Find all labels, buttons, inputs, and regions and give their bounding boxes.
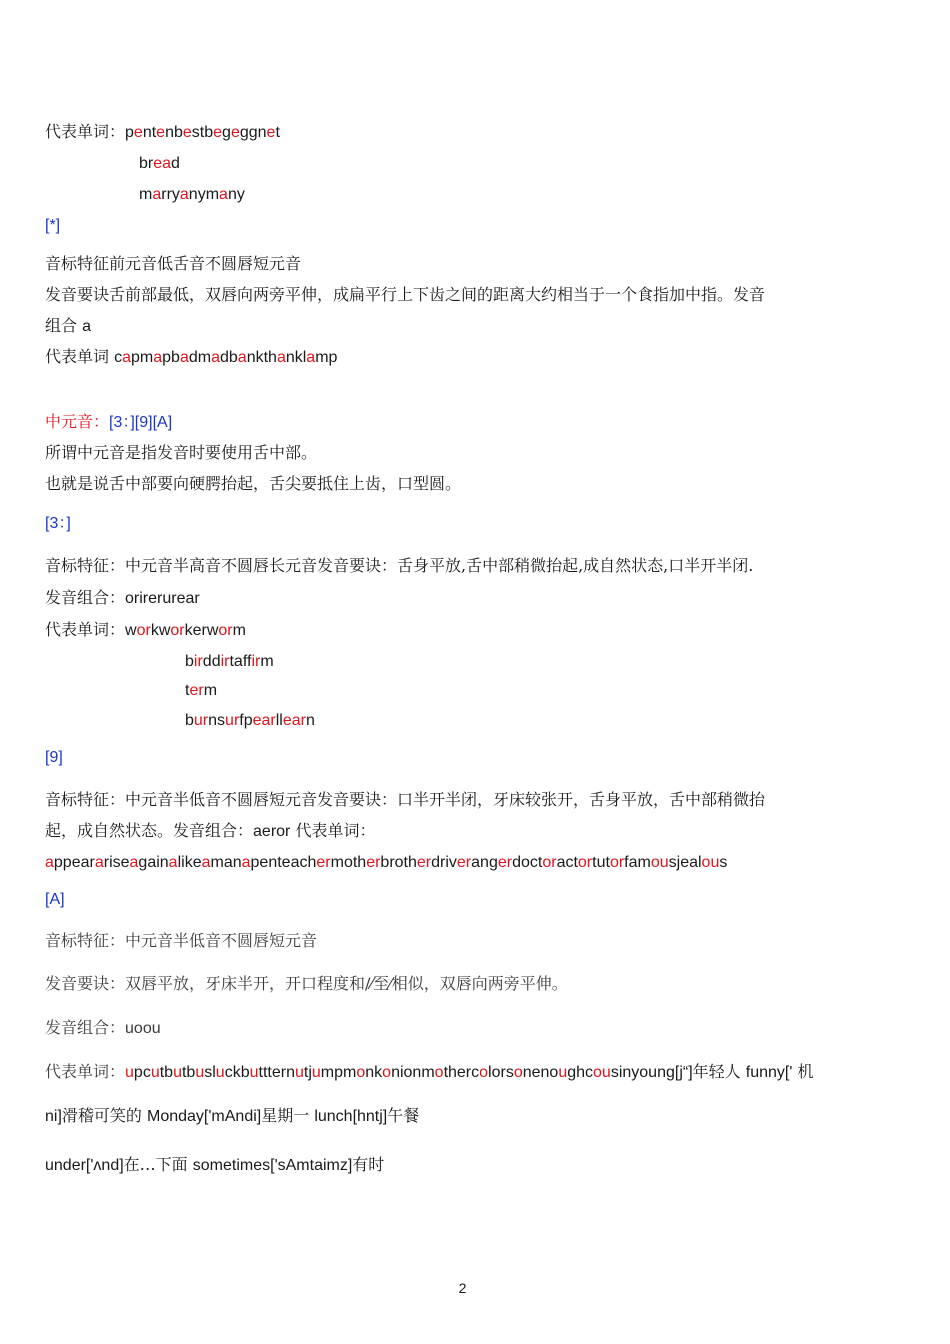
- text-segment: like: [177, 854, 202, 871]
- text-segment: dm: [188, 349, 212, 366]
- text-segment: sl: [204, 1064, 216, 1081]
- text-line: [185, 710, 315, 731]
- text-segment: ckb: [224, 1064, 250, 1081]
- text-segment: ghc: [567, 1064, 594, 1081]
- highlighted-letters: a: [211, 349, 220, 366]
- highlighted-letters: u: [195, 1064, 205, 1081]
- page-number: 2: [458, 1280, 467, 1296]
- text-segment: 发音组合：: [45, 588, 126, 607]
- text-segment: 代表单词：: [290, 821, 376, 840]
- text-segment: s: [719, 854, 728, 871]
- text-segment: 机: [792, 1062, 814, 1081]
- text-segment: nk: [365, 1064, 383, 1081]
- highlighted-letters: e: [182, 124, 192, 141]
- text-segment: mp: [315, 349, 338, 366]
- text-segment: gain: [138, 854, 169, 871]
- text-segment: stb: [191, 124, 214, 141]
- text-segment: 有时: [352, 1155, 385, 1174]
- text-segment: t: [275, 124, 280, 141]
- highlighted-letters: u: [311, 1064, 321, 1081]
- text-segment: fp: [239, 712, 253, 729]
- highlighted-letters: u: [558, 1064, 568, 1081]
- text-segment: under['ʌnd]: [45, 1157, 124, 1174]
- highlighted-letters: er: [497, 854, 513, 871]
- highlighted-letters: a: [129, 854, 139, 871]
- text-segment: 午餐: [387, 1106, 420, 1125]
- text-line: [45, 556, 753, 576]
- highlighted-letters: o: [356, 1064, 366, 1081]
- text-segment: 发音组合：: [45, 1018, 126, 1037]
- text-segment: rry: [161, 186, 180, 203]
- highlighted-letters: a: [179, 186, 189, 203]
- text-segment: ny: [227, 186, 245, 203]
- text-segment: 相似，双唇向两旁平伸。: [391, 974, 568, 993]
- text-line: [45, 443, 317, 463]
- highlighted-letters: er: [456, 854, 472, 871]
- highlighted-letters: e: [156, 124, 166, 141]
- highlighted-letters: ur: [193, 712, 209, 729]
- text-segment: Monday['mAndi]: [147, 1108, 262, 1125]
- text-segment: m: [139, 186, 153, 203]
- highlighted-letters: ear: [252, 712, 276, 729]
- highlighted-letters: er: [366, 854, 381, 871]
- text-segment: g: [222, 124, 231, 141]
- text-segment: d: [171, 155, 180, 172]
- text-segment: 音标特征：中元音半低音不圆唇短元音发音要诀：口半开半闭，牙床较张开，舌身平放，舌中部稍微抬: [45, 790, 766, 809]
- text-segment: tj: [303, 1064, 312, 1081]
- text-line: [45, 588, 200, 609]
- text-segment: [*]: [45, 217, 61, 234]
- highlighted-letters: a: [94, 854, 104, 871]
- text-segment: taff: [229, 653, 252, 670]
- highlighted-letters: 中元音：: [45, 412, 110, 431]
- text-segment: [3：][9][A]: [109, 414, 173, 431]
- text-segment: t: [185, 682, 190, 699]
- text-segment: nt: [142, 124, 157, 141]
- text-segment: m: [203, 682, 218, 699]
- highlighted-letters: a: [276, 349, 286, 366]
- text-segment: pc: [133, 1064, 151, 1081]
- highlighted-letters: or: [218, 622, 233, 639]
- text-line: [185, 680, 217, 701]
- text-segment: 音标特征：中元音半高音不圆唇长元音发音要诀：舌身平放,舌中部稍微抬起,成自然状态,口半开半闭.: [45, 556, 754, 575]
- text-segment: sjeal: [668, 854, 702, 871]
- highlighted-letters: a: [219, 186, 228, 203]
- text-segment: br: [139, 155, 154, 172]
- text-line: [45, 620, 246, 641]
- text-line: [45, 1155, 384, 1176]
- text-segment: lunch[hntj]: [314, 1108, 388, 1125]
- text-segment: ang: [471, 854, 498, 871]
- text-segment: funny[': [745, 1064, 793, 1081]
- highlighted-letters: ou: [593, 1064, 611, 1081]
- highlighted-letters: ur: [225, 712, 240, 729]
- highlighted-letters: o: [513, 1064, 523, 1081]
- text-segment: b: [185, 653, 194, 670]
- text-segment: act: [556, 854, 578, 871]
- text-segment: [3：]: [45, 515, 71, 532]
- highlighted-letters: er: [316, 854, 331, 871]
- text-segment: nionm: [391, 1064, 435, 1081]
- text-segment: driv: [431, 854, 457, 871]
- text-segment: kerw: [184, 622, 219, 639]
- text-segment: nkth: [246, 349, 277, 366]
- text-segment: ns: [208, 712, 226, 729]
- text-segment: tttern: [258, 1064, 295, 1081]
- highlighted-letters: ou: [701, 854, 720, 871]
- text-segment: moth: [330, 854, 367, 871]
- text-line: [139, 153, 180, 174]
- text-line: [45, 821, 375, 842]
- text-segment: c: [114, 349, 123, 366]
- highlighted-letters: u: [294, 1064, 304, 1081]
- highlighted-letters: e: [266, 124, 276, 141]
- text-segment: ni]: [45, 1108, 62, 1125]
- text-line: [139, 184, 245, 205]
- text-segment: 发音要诀：双唇平放，牙床半开，开口程度和/: [45, 974, 371, 993]
- text-segment: nb: [165, 124, 183, 141]
- highlighted-letters: ear: [282, 712, 306, 729]
- text-segment: orirerurear: [125, 590, 200, 607]
- highlighted-letters: a: [237, 349, 247, 366]
- text-segment: 发音要诀舌前部最低，双唇向两旁平伸，成扁平行上下齿之间的距离大约相当于一个食指加中指。发音: [45, 285, 766, 304]
- text-segment: 音标特征：中元音半低音不圆唇短元音: [45, 931, 318, 950]
- text-segment: 代表单词：: [45, 620, 126, 639]
- text-line: [45, 1018, 161, 1039]
- text-line: [45, 514, 71, 534]
- highlighted-letters: a: [153, 349, 163, 366]
- text-segment: nym: [188, 186, 220, 203]
- text-segment: aeror: [253, 823, 291, 840]
- highlighted-letters: o: [479, 1064, 489, 1081]
- highlighted-letters: a: [122, 349, 131, 366]
- text-segment: a: [82, 318, 91, 335]
- highlighted-letters: e: [213, 124, 223, 141]
- highlighted-letters: e: [230, 124, 240, 141]
- text-segment: ppear: [53, 854, 95, 871]
- text-segment: lors: [488, 1064, 514, 1081]
- text-line: [45, 748, 63, 768]
- text-line: [45, 285, 765, 305]
- text-segment: nkl: [285, 349, 307, 366]
- text-segment: m: [260, 653, 274, 670]
- text-line: [45, 254, 301, 274]
- text-segment: fam: [624, 854, 651, 871]
- text-segment: 组合: [45, 316, 83, 335]
- text-segment: 星期一: [261, 1106, 315, 1125]
- text-segment: ll: [275, 712, 283, 729]
- text-line: [45, 412, 172, 433]
- text-segment: mpm: [320, 1064, 357, 1081]
- text-segment: [9]: [45, 749, 63, 766]
- text-line: [45, 1062, 813, 1083]
- highlighted-letters: a: [168, 854, 178, 871]
- text-segment: m: [232, 622, 246, 639]
- text-line: [45, 474, 461, 494]
- text-segment: uoou: [125, 1020, 161, 1037]
- text-segment: 音标特征前元音低舌音不圆唇短元音: [45, 254, 302, 273]
- text-line: [45, 316, 91, 337]
- text-segment: p: [125, 124, 134, 141]
- text-segment: sinyoung[j“]: [610, 1064, 693, 1081]
- text-segment: rise: [103, 854, 130, 871]
- highlighted-letters: a: [241, 854, 251, 871]
- highlighted-letters: a: [45, 854, 54, 871]
- text-segment: n: [305, 712, 315, 729]
- highlighted-letters: or: [609, 854, 625, 871]
- text-line: [45, 347, 337, 368]
- highlighted-letters: u: [150, 1064, 160, 1081]
- highlighted-letters: or: [577, 854, 593, 871]
- text-segment: 所谓中元音是指发音时要使用舌中部。: [45, 443, 318, 462]
- highlighted-letters: ou: [650, 854, 669, 871]
- highlighted-letters: ea: [153, 155, 172, 172]
- text-segment: sometimes['sAmtaimz]: [192, 1157, 353, 1174]
- highlighted-letters: o: [382, 1064, 392, 1081]
- text-segment: pb: [162, 349, 180, 366]
- text-segment: 代表单词：: [45, 1062, 126, 1081]
- highlighted-letters: u: [125, 1064, 134, 1081]
- highlighted-letters: ir: [193, 653, 203, 670]
- highlighted-letters: o: [434, 1064, 444, 1081]
- text-segment: penteach: [250, 854, 317, 871]
- text-line: [185, 651, 274, 672]
- highlighted-letters: a: [306, 349, 316, 366]
- text-segment: ggn: [239, 124, 267, 141]
- highlighted-letters: er: [416, 854, 432, 871]
- highlighted-letters: ir: [220, 653, 230, 670]
- text-segment: 在…下面: [123, 1155, 193, 1174]
- text-segment: kw: [150, 622, 171, 639]
- text-line: [45, 790, 765, 810]
- text-segment: pm: [131, 349, 154, 366]
- highlighted-letters: e: [133, 124, 143, 141]
- text-segment: ⁄至⁄: [370, 974, 392, 993]
- text-segment: 代表单词：: [45, 122, 126, 141]
- highlighted-letters: a: [179, 349, 189, 366]
- text-segment: 起，成自然状态。发音组合：: [45, 821, 254, 840]
- text-segment: 代表单词: [45, 347, 115, 366]
- highlighted-letters: er: [189, 682, 204, 699]
- highlighted-letters: a: [201, 854, 211, 871]
- text-segment: db: [219, 349, 238, 366]
- highlighted-letters: u: [249, 1064, 259, 1081]
- highlighted-letters: a: [152, 186, 162, 203]
- text-segment: b: [185, 712, 194, 729]
- text-segment: tb: [159, 1064, 174, 1081]
- text-line: [45, 931, 317, 951]
- text-line: [45, 890, 65, 910]
- text-segment: w: [125, 622, 137, 639]
- highlighted-letters: u: [173, 1064, 182, 1081]
- text-line: [45, 974, 568, 994]
- text-line: [45, 122, 280, 143]
- text-line: [45, 216, 60, 236]
- highlighted-letters: or: [136, 622, 151, 639]
- highlighted-letters: or: [542, 854, 557, 871]
- highlighted-letters: u: [215, 1064, 225, 1081]
- text-segment: man: [210, 854, 242, 871]
- text-segment: therc: [443, 1064, 480, 1081]
- text-line: [45, 852, 727, 873]
- text-segment: neno: [522, 1064, 559, 1081]
- text-segment: tb: [181, 1064, 196, 1081]
- text-segment: 年轻人: [692, 1062, 746, 1081]
- text-line: [45, 1106, 419, 1127]
- text-segment: doct: [512, 854, 543, 871]
- text-segment: 滑稽可笑的: [61, 1106, 147, 1125]
- text-segment: 也就是说舌中部要向硬腭抬起，舌尖要抵住上齿，口型圆。: [45, 474, 462, 493]
- text-segment: broth: [380, 854, 417, 871]
- text-segment: tut: [592, 854, 610, 871]
- highlighted-letters: ir: [251, 653, 261, 670]
- highlighted-letters: or: [170, 622, 185, 639]
- text-segment: [A]: [45, 891, 65, 908]
- text-segment: dd: [202, 653, 221, 670]
